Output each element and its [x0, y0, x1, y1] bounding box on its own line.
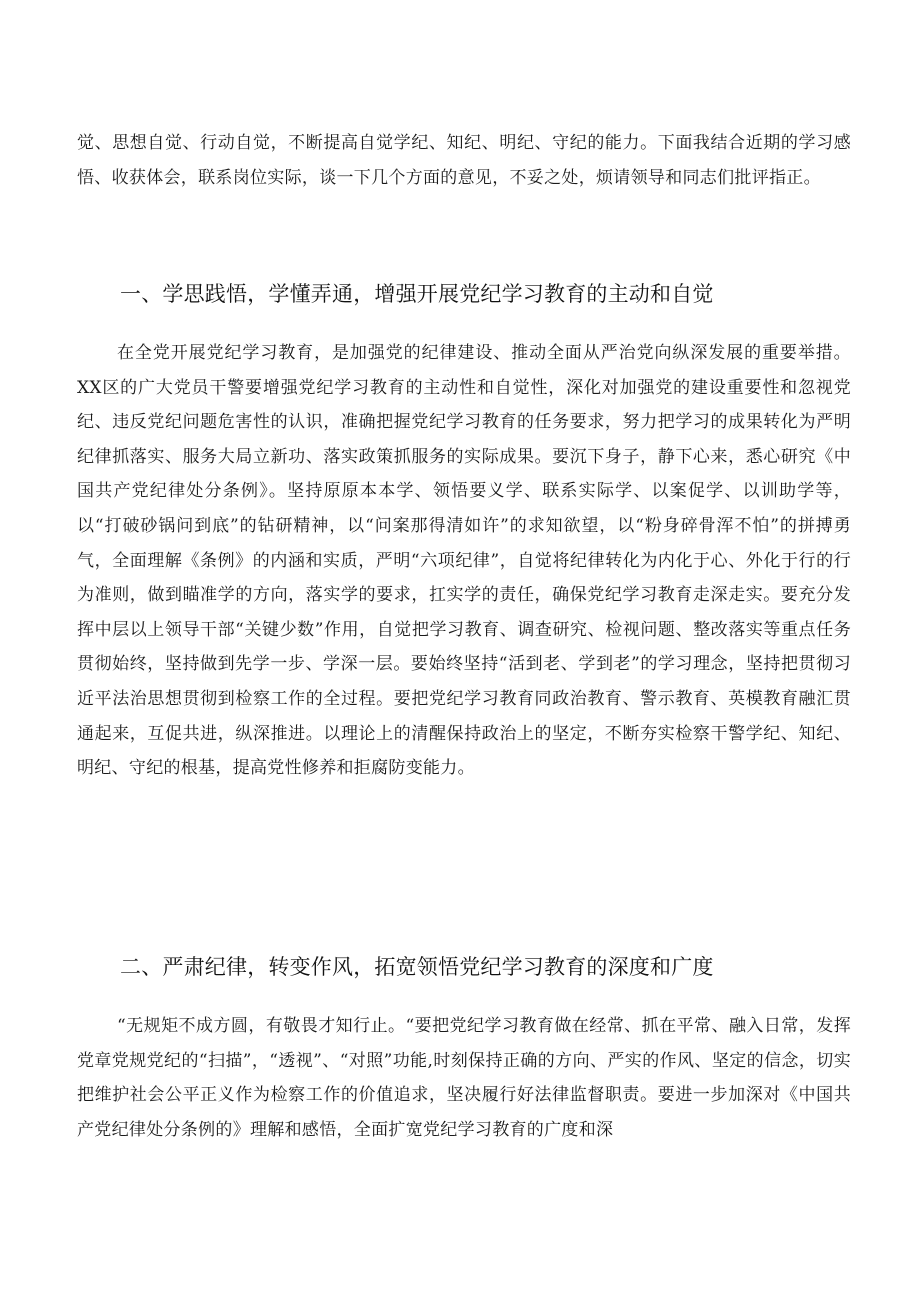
intro-paragraph: 觉、思想自觉、行动自觉，不断提高自觉学纪、知纪、明纪、守纪的能力。下面我结合近期的学习感悟、收获体会，联系岗位实际，谈一下几个方面的意见，不妥之处，烦请领导和同志们批评指正。: [77, 133, 851, 188]
section-2-paragraph: “无规矩不成方圆，有敬畏才知行止。“要把党纪学习教育做在经常、抓在平常、融入日常，发挥党章党规党纪的“扫描”，“透视”、“对照”功能,时刻保持正确的方向、严实的作风、坚定的信念，切实把维护社会公平正义作为检察工作的价值追求，坚决履行好法律监督职责。要进一步加深对《中国共产党纪律处分条例的》理解和感悟，全面扩宽党纪学习教育的广度和深: [77, 1016, 851, 1140]
section-1-paragraph: 在全党开展党纪学习教育，是加强党的纪律建设、推动全面从严治党向纵深发展的重要举措。XX区的广大党员干警要增强党纪学习教育的主动性和自觉性，深化对加强党的建设重要性和忽视党纪、违反党纪问题危害性的认识，准确把握党纪学习教育的任务要求，努力把学习的成果转化为严明纪律抓落实、服务大局立新功、落实政策抓服务的实际成果。要沉下身子，静下心来，悉心研究《中国共产党纪律处分条例》。坚持原原本本学、领悟要义学、联系实际学、以案促学、以训助学等，以“打破砂锅问到底”的钻研精神，以“问案那得清如许”的求知欲望，以“粉身碎骨浑不怕”的拼搏勇气，全面理解《条例》的内涵和实质，严明“六项纪律”，自觉将纪律转化为内化于心、外化于行的行为准则，做到瞄准学的方向，落实学的要求，扛实学的责任，确保党纪学习教育走深走实。要充分发挥中层以上领导干部“关键少数”作用，自觉把学习教育、调查研究、检视问题、整改落实等重点任务贯彻始终，坚持做到先学一步、学深一层。要始终坚持“活到老、学到老”的学习理念，坚持把贯彻习近平法治思想贯彻到检察工作的全过程。要把党纪学习教育同政治教育、警示教育、英模教育融汇贯通起来，互促共进，纵深推进。以理论上的清醒保持政治上的坚定，不断夯实检察干警学纪、知纪、明纪、守纪的根基，提高党性修养和拒腐防变能力。: [77, 343, 851, 779]
section-1-heading: 一、学思践悟，学懂弄通，增强开展党纪学习教育的主动和自觉: [120, 282, 714, 306]
section-2-heading: 二、严肃纪律，转变作风，拓宽领悟党纪学习教育的深度和广度: [120, 955, 714, 979]
